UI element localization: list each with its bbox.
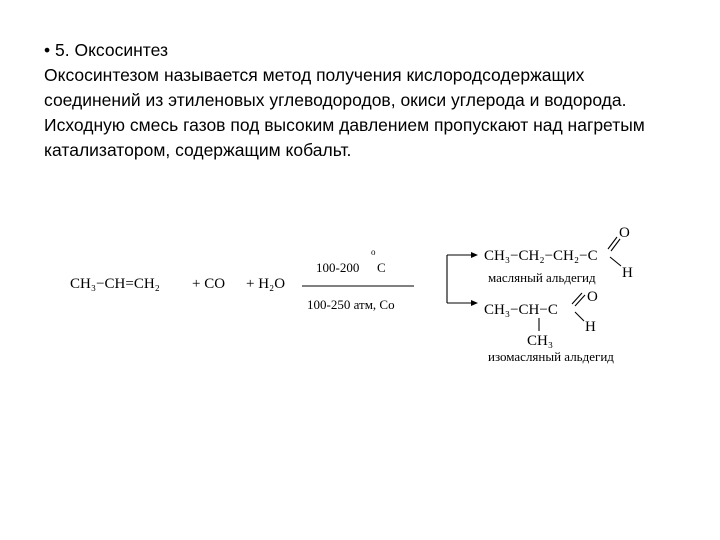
product1-h-bond xyxy=(610,257,621,266)
condition-pressure-catalyst: 100-250 атм, Co xyxy=(307,297,395,312)
product2-carbonyl-bond-2 xyxy=(575,295,585,306)
reactant-propene: CH₃−CH=CH₂ xyxy=(70,276,160,292)
product1-oxygen: O xyxy=(619,225,630,241)
branch-arrow-bottom-head xyxy=(471,300,478,306)
product1-carbonyl-bond-1 xyxy=(608,237,617,249)
product2-oxygen: O xyxy=(587,289,598,305)
reactant-water: + H₂O xyxy=(246,276,286,292)
product1-name: масляный альдегид xyxy=(488,270,596,285)
title-text: 5. Оксосинтез xyxy=(55,40,168,60)
bullet-marker: • xyxy=(44,40,51,60)
product2-branch-methyl: CH₃ xyxy=(527,333,554,349)
product1-chain: CH₃−CH₂−CH₂−C xyxy=(484,248,598,264)
paragraph-definition: Оксосинтезом называется метод получения кислородсодержащих соединений из этиленовых углеводородов, окиси углерода и водорода. xyxy=(44,65,627,110)
product1-hydrogen: H xyxy=(622,265,633,281)
product2-name: изомасляный альдегид xyxy=(488,349,614,364)
product2-hydrogen: H xyxy=(585,319,596,335)
condition-degree: o xyxy=(371,247,376,257)
product2-chain: CH₃−CH−C xyxy=(484,302,558,318)
product2-h-bond xyxy=(575,312,584,321)
paragraph-process: Исходную смесь газов под высоким давлением пропускают над нагретым катализатором, содержащим кобальт. xyxy=(44,115,645,160)
reactant-co: + CO xyxy=(192,276,226,292)
product2-carbonyl-bond-1 xyxy=(572,293,582,304)
condition-temperature-unit: C xyxy=(377,260,386,275)
condition-temperature: 100-200 xyxy=(316,260,360,275)
branch-arrow-top-head xyxy=(471,252,478,258)
